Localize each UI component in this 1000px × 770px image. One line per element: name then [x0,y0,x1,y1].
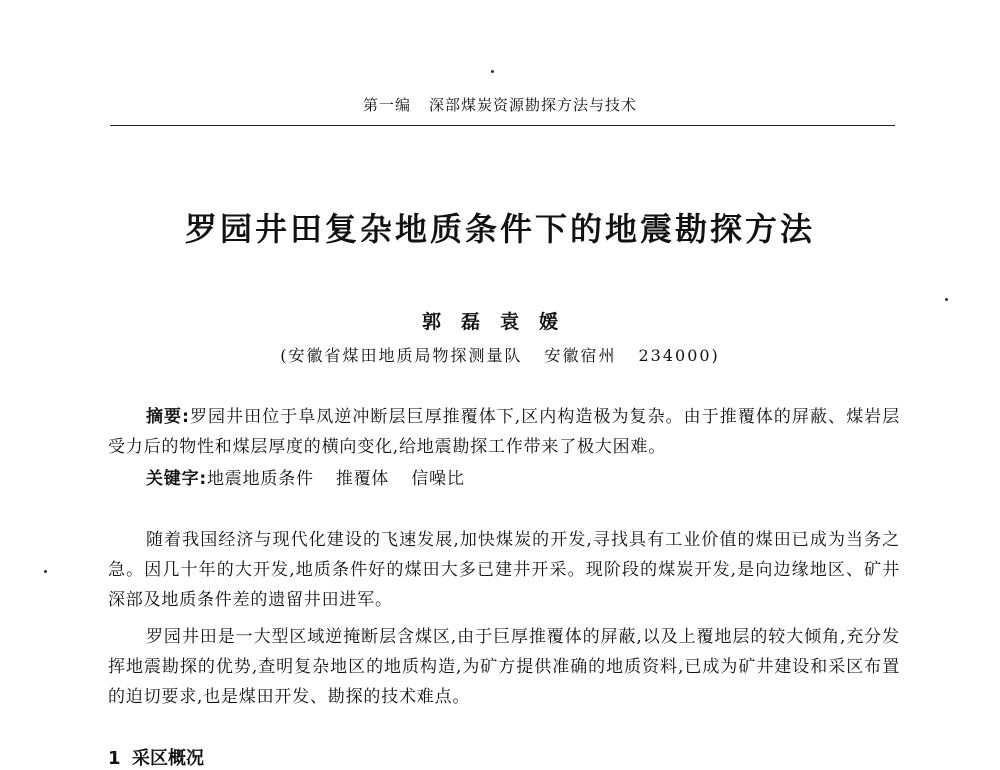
header-rule [110,125,895,126]
scan-speck [44,570,47,573]
header-section: 深部煤炭资源勘探方法与技术 [429,96,638,114]
affiliation-postcode: 234000) [638,346,720,365]
abstract-label: 摘要: [146,407,190,427]
section-title: 采区概况 [132,748,204,769]
header-part: 第一编 [362,96,411,114]
section-heading [108,744,204,770]
affiliation-place: 安徽宿州 [544,346,617,365]
abstract [108,402,900,462]
body-paragraph: 随着我国经济与现代化建设的飞速发展,加快煤炭的开发,寻找具有工业价值的煤田已成为当务之急。因几十年的大开发,地质条件好的煤田大多已建井开采。现阶段的煤炭开发,是向边缘地区、矿井深部及地质条件差的遗留井田进军。 [108,530,900,610]
scan-speck [945,298,948,301]
running-header [0,94,1000,115]
affiliation [0,343,1000,366]
keyword: 地震地质条件 [207,469,314,489]
keyword: 推覆体 [335,469,390,489]
keyword: 信噪比 [411,469,465,489]
section-number: 1 [108,748,121,769]
keywords-label: 关键字: [146,469,207,489]
scan-speck [491,70,494,73]
affiliation-org: (安徽省煤田地质局物探测量队 [280,346,523,365]
body-paragraph: 罗园井田是一大型区域逆掩断层含煤区,由于巨厚推覆体的屏蔽,以及上覆地层的较大倾角,充分发挥地震勘探的优势,查明复杂地区的地质构造,为矿方提供准确的地质资料,已成为矿井建设和采区布置的迫切要求,也是煤田开发、勘探的技术难点。 [108,627,900,707]
keywords [108,464,900,494]
paper-title: 罗园井田复杂地质条件下的地震勘探方法 [184,210,815,248]
abstract-text: 罗园井田位于阜凤逆冲断层巨厚推覆体下,区内构造极为复杂。由于推覆体的屏蔽、煤岩层受力后的物性和煤层厚度的横向变化,给地震勘探工作带来了极大困难。 [108,407,901,457]
authors: 郭磊袁媛 [421,311,578,333]
